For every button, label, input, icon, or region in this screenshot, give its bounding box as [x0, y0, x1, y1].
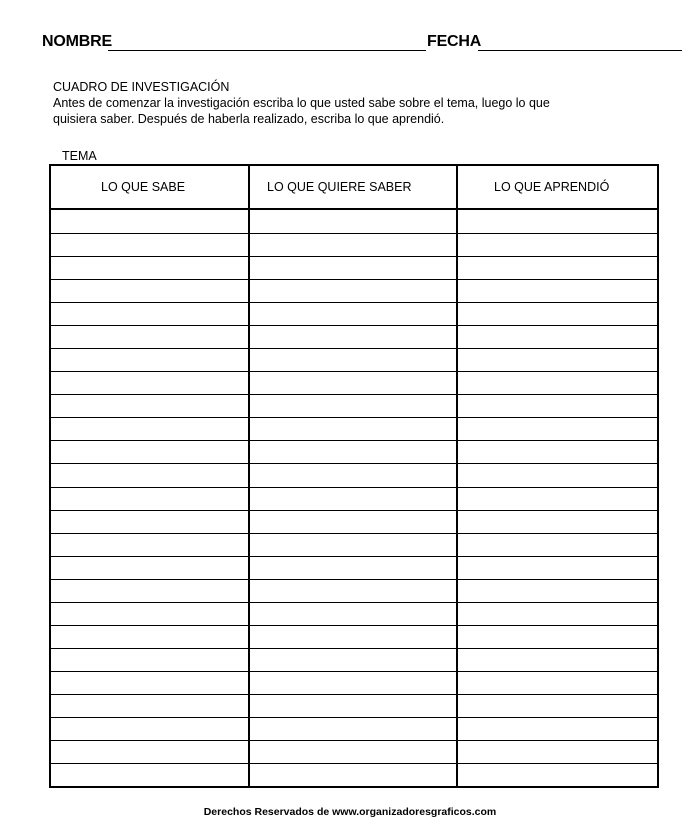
table-row-line: [51, 279, 657, 280]
table-row-line: [51, 463, 657, 464]
table-row-line: [51, 579, 657, 580]
table-row-line: [51, 371, 657, 372]
copyright-footer: Derechos Reservados de www.organizadoresgraficos.com: [203, 806, 497, 818]
table-row-line: [51, 302, 657, 303]
table-row-line: [51, 625, 657, 626]
column-header-know: LO QUE SABE: [101, 180, 186, 194]
table-row-line: [51, 348, 657, 349]
table-row-line: [51, 648, 657, 649]
column-header-want: LO QUE QUIERE SABER: [267, 180, 412, 194]
table-row-line: [51, 256, 657, 257]
table-row-line: [51, 325, 657, 326]
table-row-line: [51, 510, 657, 511]
table-row-line: [51, 233, 657, 234]
table-row-line: [51, 417, 657, 418]
table-row-line: [51, 671, 657, 672]
table-row-line: [51, 487, 657, 488]
kwl-table: [49, 164, 659, 788]
table-row-line: [51, 556, 657, 557]
table-row-line: [51, 763, 657, 764]
header-divider: [51, 208, 657, 210]
table-row-line: [51, 440, 657, 441]
date-blank-line[interactable]: [478, 50, 682, 51]
name-blank-line[interactable]: [108, 50, 426, 51]
instructions-line-1: Antes de comenzar la investigación escriba lo que usted sabe sobre el tema, luego lo que: [53, 96, 550, 110]
table-row-line: [51, 533, 657, 534]
name-date-header: [42, 32, 682, 52]
table-row-line: [51, 394, 657, 395]
table-row-line: [51, 694, 657, 695]
table-row-line: [51, 740, 657, 741]
name-label: NOMBRE: [42, 33, 112, 50]
instructions-line-2: quisiera saber. Después de haberla realizado, escriba lo que aprendió.: [53, 112, 445, 126]
topic-label: TEMA: [62, 149, 97, 163]
instructions-block: [53, 79, 613, 127]
table-row-line: [51, 602, 657, 603]
table-row-line: [51, 717, 657, 718]
date-label: FECHA: [427, 33, 482, 50]
column-header-learned: LO QUE APRENDIÓ: [494, 180, 610, 194]
worksheet-title: CUADRO DE INVESTIGACIÓN: [53, 80, 230, 94]
